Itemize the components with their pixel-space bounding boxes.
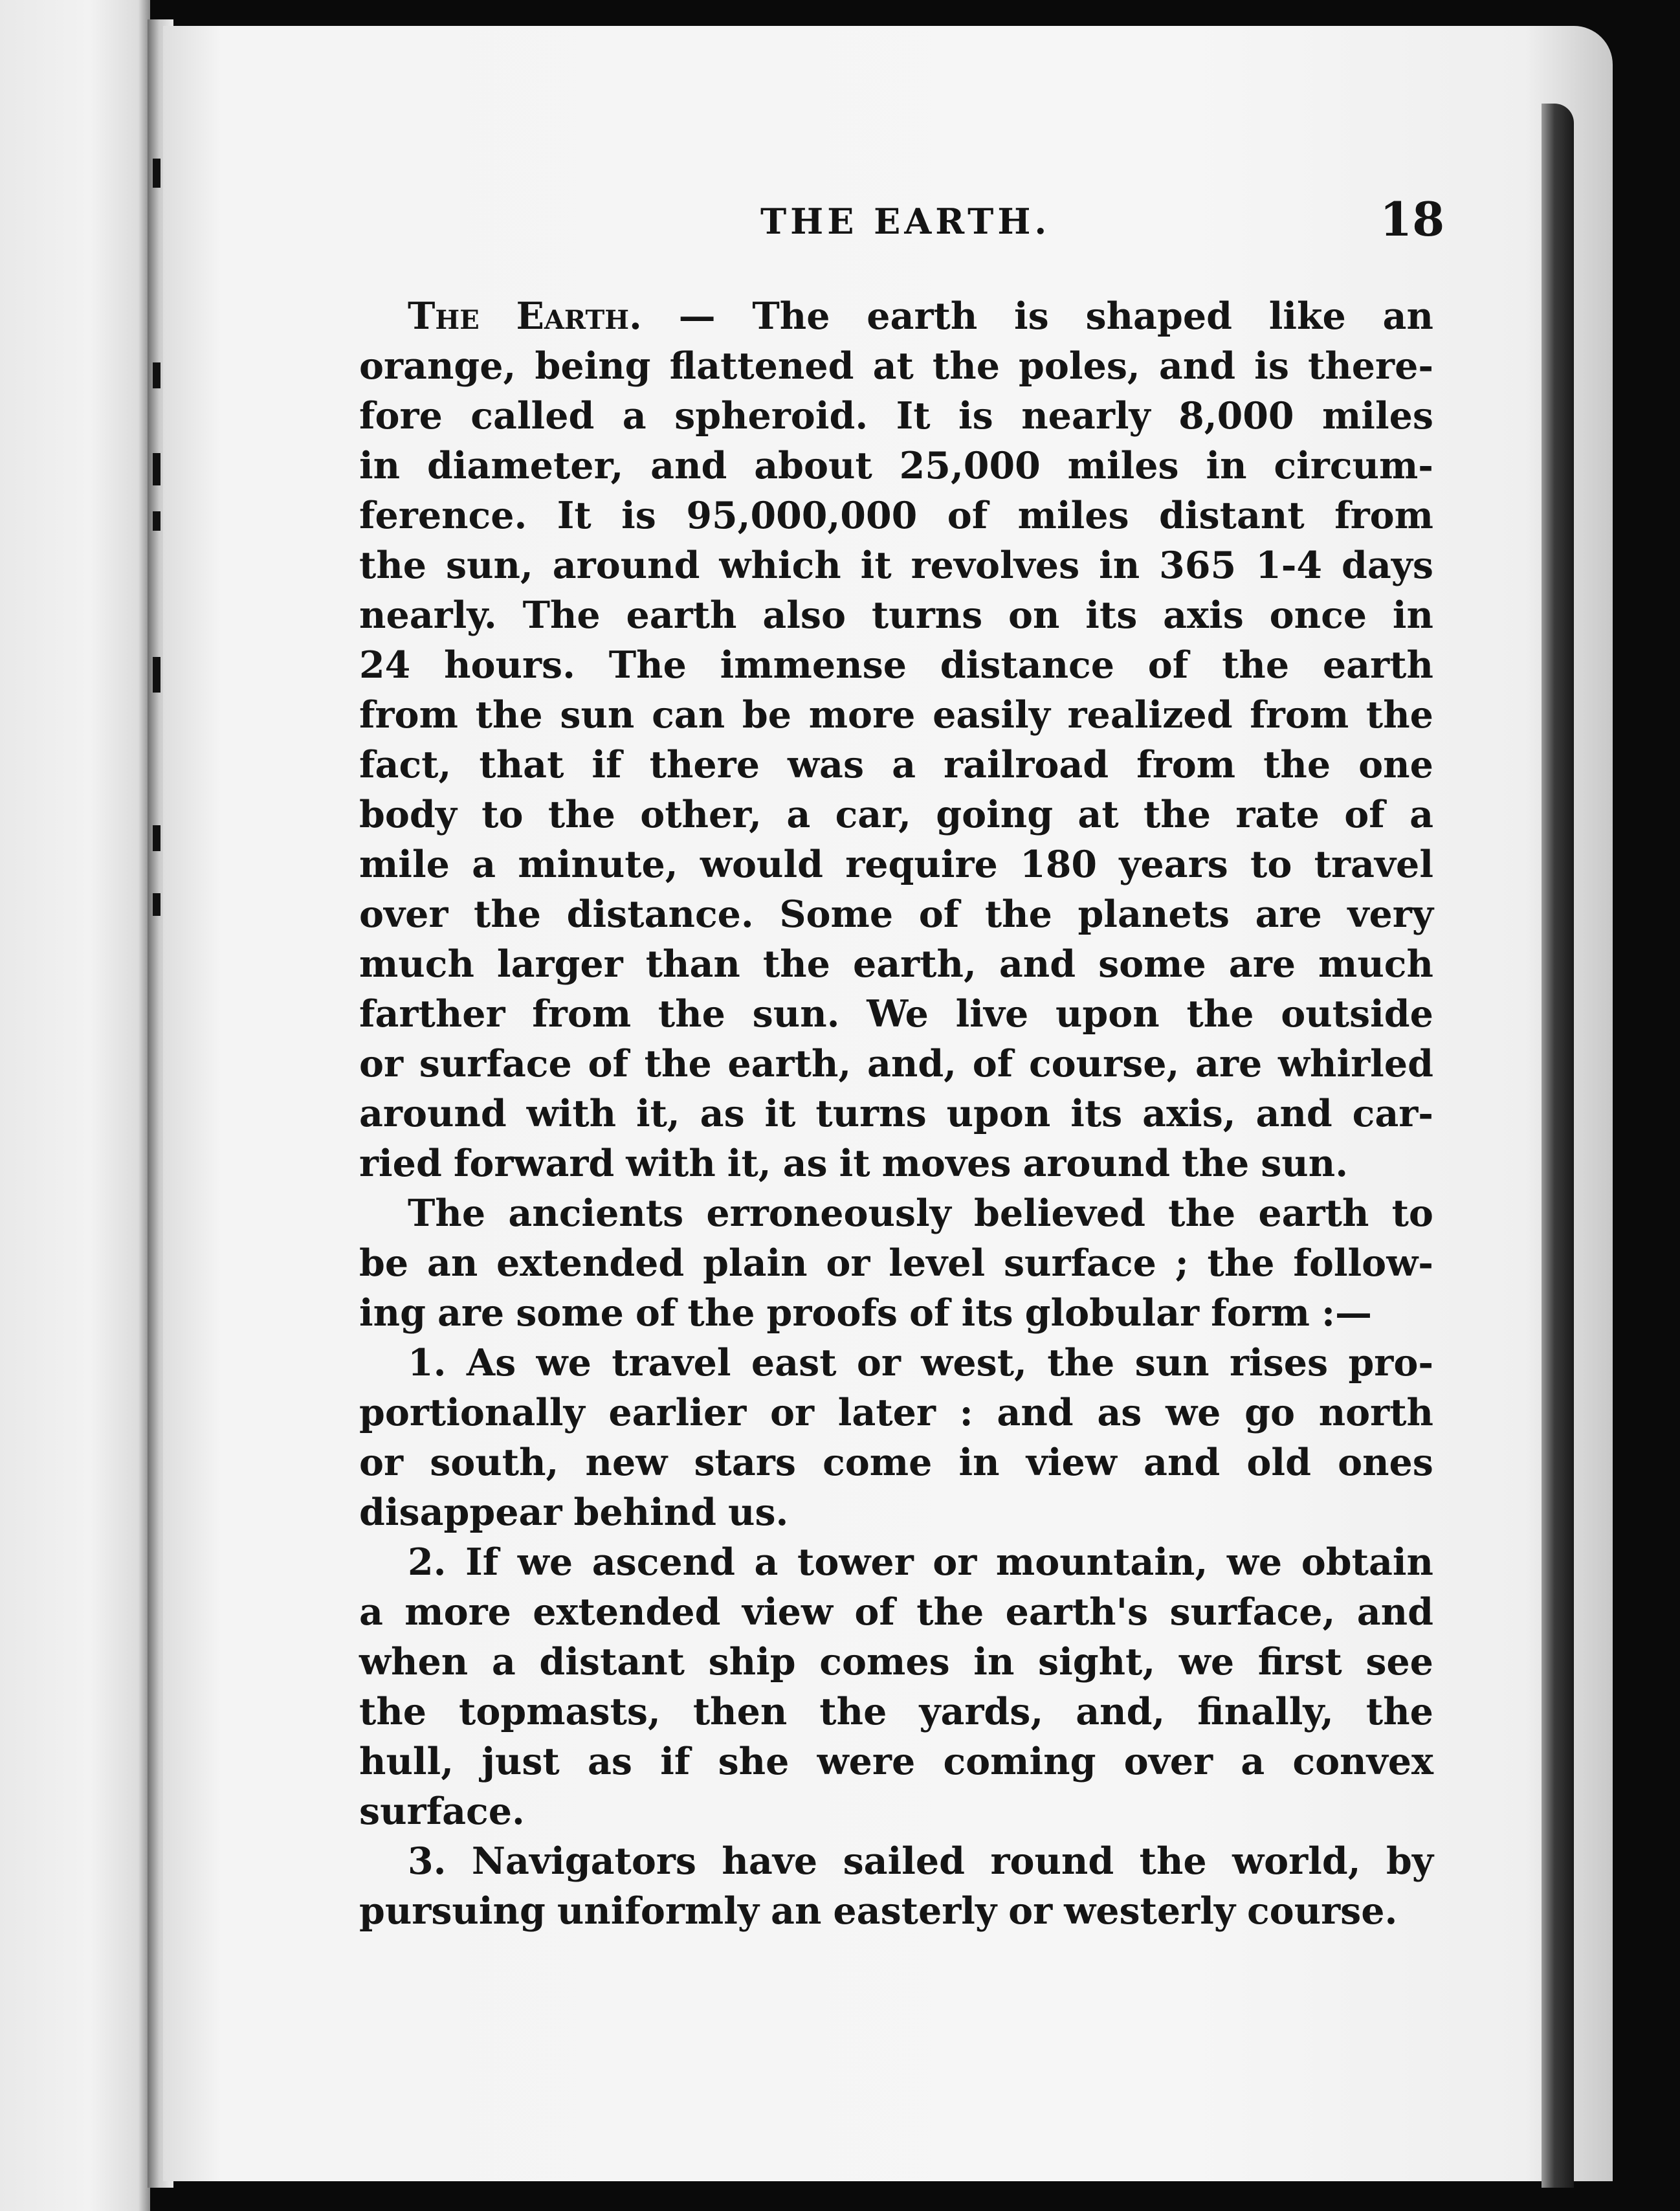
text-line: The ancients erroneously believed the earth to — [408, 1192, 1433, 1235]
text-line: ried forward with it, as it moves around the sun. — [359, 1142, 1349, 1185]
binding-stitch — [153, 453, 160, 485]
text-line: fact, that if there was a railroad from the one — [359, 743, 1433, 786]
text-line: 1. As we travel east or west, the sun rises pro- — [408, 1341, 1433, 1384]
text-line: a more extended view of the earth's surface, and — [359, 1590, 1433, 1634]
text-line: when a distant ship comes in sight, we first see — [359, 1640, 1433, 1683]
binding-stitch — [153, 657, 160, 693]
text-line: the topmasts, then the yards, and, finally, the — [359, 1690, 1433, 1733]
text-line: the sun, around which it revolves in 365 1-4 days — [359, 544, 1433, 587]
text-line: or surface of the earth, and, of course, are whirled — [359, 1042, 1433, 1085]
text-line: hull, just as if she were coming over a convex — [359, 1740, 1433, 1783]
text-line: much larger than the earth, and some are much — [359, 942, 1433, 986]
text-line: or south, new stars come in view and old ones — [359, 1441, 1433, 1484]
text-line: portionally earlier or later : and as we go north — [359, 1391, 1433, 1434]
page-edge-shadow — [1542, 104, 1574, 2188]
text-line: 24 hours. The immense distance of the earth — [359, 643, 1433, 687]
text-line: ing are some of the proofs of its globular form :— — [359, 1291, 1373, 1335]
body-text — [359, 291, 1433, 1936]
text-line: farther from the sun. We live upon the outside — [359, 992, 1433, 1036]
text-line: surface. — [359, 1790, 525, 1833]
text-line: nearly. The earth also turns on its axis once in — [359, 594, 1433, 637]
binding-stitch — [153, 362, 160, 388]
text-line: ference. It is 95,000,000 of miles distant from — [359, 494, 1433, 537]
page-number: 18 — [1380, 192, 1445, 247]
text-line: from the sun can be more easily realized from the — [359, 693, 1433, 737]
text-line: body to the other, a car, going at the rate of a — [359, 793, 1433, 836]
text-line: The Earth. — The earth is shaped like an — [408, 294, 1433, 338]
text-line: 3. Navigators have sailed round the world, by — [408, 1839, 1433, 1883]
text-line: orange, being flattened at the poles, and is there- — [359, 344, 1433, 388]
text-line: 2. If we ascend a tower or mountain, we obtain — [408, 1540, 1433, 1584]
text-line: disappear behind us. — [359, 1491, 789, 1534]
text-line: over the distance. Some of the planets are very — [359, 893, 1433, 936]
facing-page-edge — [0, 0, 150, 2211]
text-line: fore called a spheroid. It is nearly 8,000 miles — [359, 394, 1433, 438]
text-line: mile a minute, would require 180 years to travel — [359, 843, 1433, 886]
text-line: around with it, as it turns upon its axis, and car- — [359, 1092, 1433, 1135]
binding-stitch — [153, 893, 160, 916]
text-line: pursuing uniformly an easterly or westerly course. — [359, 1889, 1398, 1933]
binding-stitch — [153, 511, 160, 531]
text-line: be an extended plain or level surface ; the follow- — [359, 1241, 1433, 1285]
running-head: THE EARTH. — [760, 201, 1051, 242]
binding-stitch — [153, 159, 160, 188]
binding-stitch — [153, 825, 160, 851]
text-line: in diameter, and about 25,000 miles in circum- — [359, 444, 1433, 487]
